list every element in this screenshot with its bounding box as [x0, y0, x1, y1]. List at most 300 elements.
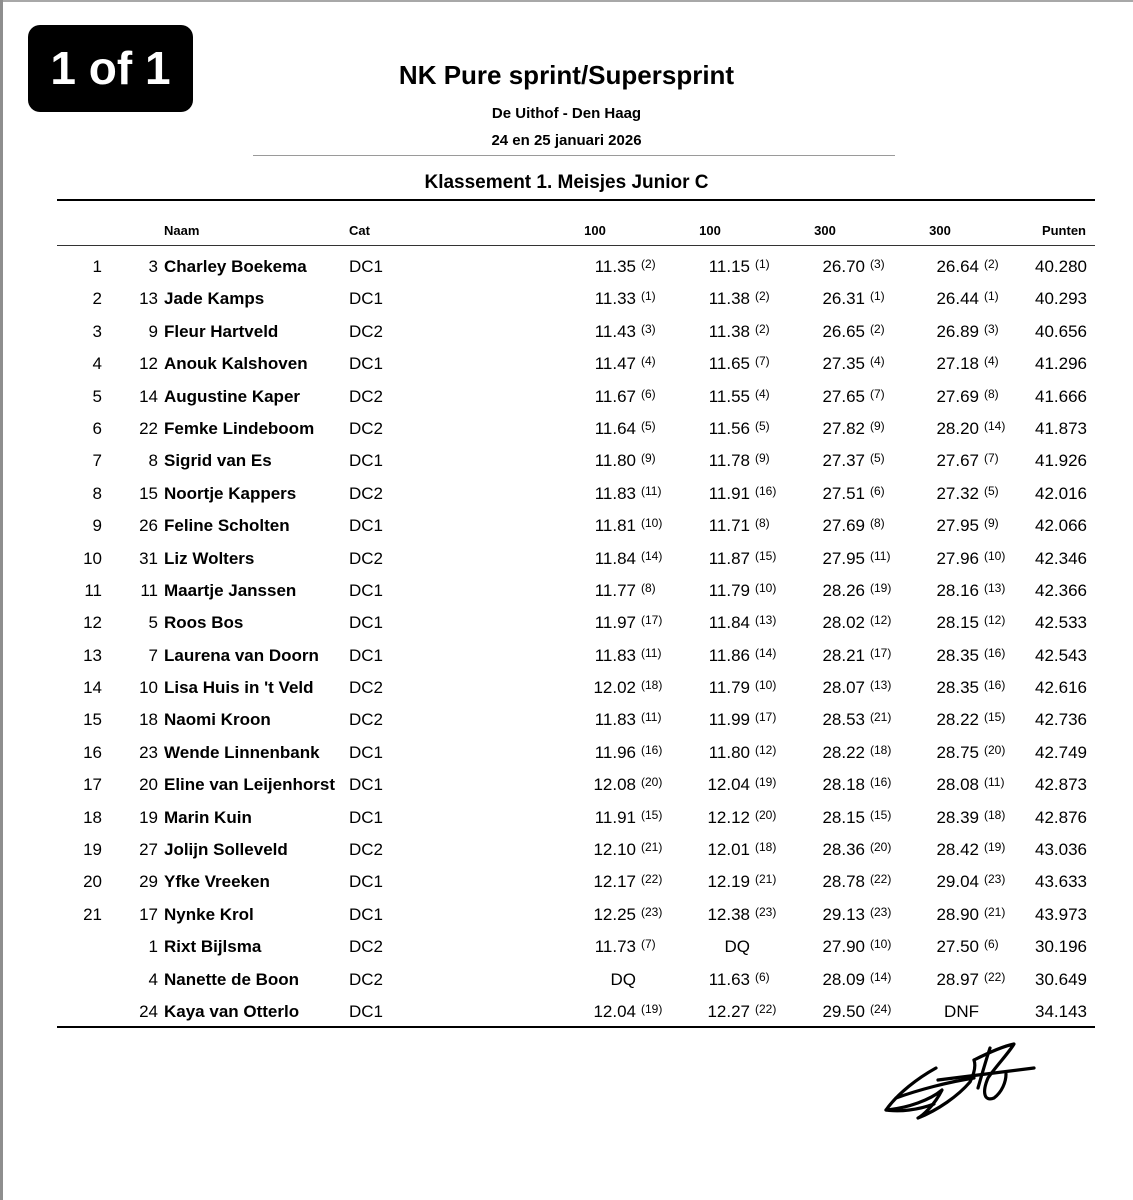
skater-name-cell: Wende Linnenbank — [164, 742, 320, 762]
place-300m-2-cell: (9) — [984, 516, 999, 531]
place-300m-2-cell: (21) — [984, 904, 1006, 919]
time-100m-1-cell: 11.91 — [594, 807, 636, 827]
time-100m-2-cell: 11.55 — [708, 386, 750, 406]
time-100m-2-cell: 11.86 — [708, 645, 750, 665]
category-cell: DC1 — [349, 807, 384, 827]
table-row — [0, 996, 1133, 1028]
time-100m-2-cell: 12.12 — [707, 807, 750, 827]
rank-cell: 16 — [83, 742, 102, 762]
time-100m-2-cell: 11.38 — [708, 321, 750, 341]
time-100m-1-cell: 11.47 — [594, 354, 636, 374]
place-100m-1-cell: (16) — [641, 742, 663, 757]
time-300m-2-cell: 26.64 — [936, 257, 979, 276]
place-300m-2-cell: (20) — [984, 742, 1006, 757]
place-100m-1-cell: (11) — [641, 483, 662, 498]
place-100m-2-cell: (22) — [755, 1001, 777, 1016]
place-100m-1-cell: (10) — [641, 516, 663, 531]
points-cell: 42.366 — [1035, 580, 1087, 600]
place-300m-1-cell: (11) — [870, 548, 891, 563]
skater-name-cell: Sigrid van Es — [164, 451, 272, 471]
start-number-cell: 8 — [148, 451, 158, 471]
start-number-cell: 23 — [139, 742, 158, 762]
table-header-rule — [57, 245, 1095, 246]
table-row — [0, 283, 1133, 315]
place-300m-1-cell: (9) — [870, 418, 885, 433]
time-300m-2-cell: 28.39 — [936, 807, 979, 827]
place-100m-1-cell: (2) — [641, 257, 656, 271]
start-number-cell: 11 — [140, 580, 158, 600]
time-100m-1-cell: 11.81 — [594, 516, 636, 536]
time-100m-1-cell: 11.83 — [594, 645, 636, 665]
time-100m-2-cell: 11.65 — [708, 354, 750, 374]
table-top-rule — [57, 199, 1095, 201]
table-row — [0, 381, 1133, 413]
category-cell: DC1 — [349, 904, 384, 924]
place-300m-2-cell: (22) — [984, 969, 1006, 984]
time-300m-1-cell: 28.21 — [822, 645, 865, 665]
time-100m-2-cell: 11.80 — [708, 742, 750, 762]
table-row — [0, 348, 1133, 380]
skater-name-cell: Nanette de Boon — [164, 969, 300, 989]
place-100m-2-cell: (19) — [755, 775, 777, 790]
place-100m-1-cell: (17) — [641, 613, 663, 628]
points-cell: 41.666 — [1035, 386, 1087, 406]
place-300m-2-cell: (18) — [984, 807, 1006, 822]
start-number-cell: 29 — [139, 872, 158, 892]
place-100m-2-cell: (4) — [755, 386, 770, 401]
rank-cell: 3 — [92, 321, 102, 341]
category-cell: DC1 — [349, 872, 384, 892]
place-300m-1-cell: (1) — [870, 289, 885, 304]
place-100m-1-cell: (11) — [641, 645, 662, 660]
page-count-badge: 1 of 1 — [28, 25, 193, 112]
category-cell: DC1 — [349, 742, 384, 762]
rank-cell: 4 — [92, 354, 102, 374]
place-100m-2-cell: (10) — [755, 678, 777, 693]
place-100m-2-cell: (13) — [755, 613, 777, 628]
place-100m-2-cell: (21) — [755, 872, 777, 887]
rank-cell: 9 — [92, 516, 102, 536]
place-100m-2-cell: (6) — [755, 969, 770, 984]
rank-cell: 1 — [92, 257, 102, 276]
time-300m-1-cell: 27.35 — [822, 354, 865, 374]
table-row — [0, 413, 1133, 445]
skater-name-cell: Jolijn Solleveld — [164, 840, 288, 860]
time-300m-1-cell: 28.07 — [822, 678, 865, 698]
time-100m-2-cell: DQ — [724, 937, 750, 957]
time-100m-1-cell: 11.83 — [594, 710, 636, 730]
skater-name-cell: Fleur Hartveld — [164, 321, 279, 341]
time-300m-1-cell: 29.50 — [822, 1001, 865, 1021]
time-300m-2-cell: 27.95 — [936, 516, 979, 536]
category-cell: DC1 — [349, 1001, 384, 1021]
table-row — [0, 964, 1133, 996]
time-300m-1-cell: 28.78 — [822, 872, 865, 892]
time-300m-2-cell: 28.97 — [936, 969, 979, 989]
skater-name-cell: Femke Lindeboom — [164, 418, 315, 438]
time-100m-2-cell: 11.84 — [708, 613, 750, 633]
start-number-cell: 4 — [148, 969, 158, 989]
skater-name-cell: Eline van Leijenhorst — [164, 775, 335, 795]
place-300m-1-cell: (17) — [870, 645, 892, 660]
time-300m-2-cell: 28.08 — [936, 775, 979, 795]
table-row — [0, 575, 1133, 607]
time-100m-1-cell: 11.77 — [594, 580, 636, 600]
place-300m-1-cell: (6) — [870, 483, 885, 498]
rank-cell: 17 — [83, 775, 102, 795]
points-cell: 42.876 — [1035, 807, 1087, 827]
points-cell: 42.533 — [1035, 613, 1087, 633]
start-number-cell: 14 — [139, 386, 158, 406]
time-300m-2-cell: 28.75 — [936, 742, 979, 762]
time-300m-2-cell: 26.89 — [936, 321, 979, 341]
place-300m-2-cell: (3) — [984, 321, 999, 336]
place-300m-2-cell: (14) — [984, 418, 1006, 433]
time-100m-2-cell: 11.91 — [708, 483, 750, 503]
place-100m-2-cell: (17) — [755, 710, 777, 725]
place-300m-1-cell: (15) — [870, 807, 892, 822]
points-cell: 42.066 — [1035, 516, 1087, 536]
time-300m-2-cell: 28.35 — [936, 678, 979, 698]
place-100m-2-cell: (7) — [755, 354, 770, 369]
points-cell: 42.873 — [1035, 775, 1087, 795]
column-header-distance-4: 300 — [929, 223, 951, 238]
rank-cell: 15 — [83, 710, 102, 730]
time-300m-2-cell: 28.35 — [936, 645, 979, 665]
skater-name-cell: Noortje Kappers — [164, 483, 297, 503]
place-300m-1-cell: (10) — [870, 937, 892, 952]
place-300m-2-cell: (15) — [984, 710, 1006, 725]
rank-cell: 19 — [83, 840, 102, 860]
time-100m-1-cell: 12.08 — [593, 775, 636, 795]
place-100m-2-cell: (18) — [755, 840, 777, 855]
table-row — [0, 834, 1133, 866]
time-300m-2-cell: 27.32 — [936, 483, 979, 503]
start-number-cell: 31 — [139, 548, 158, 568]
table-row — [0, 316, 1133, 348]
time-100m-2-cell: 12.01 — [707, 840, 750, 860]
skater-name-cell: Naomi Kroon — [164, 710, 271, 730]
skater-name-cell: Feline Scholten — [164, 516, 290, 536]
time-300m-1-cell: 28.26 — [822, 580, 865, 600]
column-header-distance-3: 300 — [814, 223, 836, 238]
table-row — [0, 478, 1133, 510]
time-100m-2-cell: 11.63 — [708, 969, 750, 989]
place-100m-2-cell: (2) — [755, 289, 770, 304]
time-300m-1-cell: 27.37 — [822, 451, 865, 471]
skater-name-cell: Augustine Kaper — [164, 386, 301, 406]
skater-name-cell: Anouk Kalshoven — [164, 354, 308, 374]
place-300m-2-cell: (8) — [984, 386, 999, 401]
table-row — [0, 251, 1133, 283]
category-cell: DC2 — [349, 710, 384, 730]
start-number-cell: 18 — [139, 710, 158, 730]
time-100m-1-cell: 12.17 — [593, 872, 636, 892]
time-100m-2-cell: 11.99 — [708, 710, 750, 730]
start-number-cell: 7 — [148, 645, 158, 665]
place-300m-1-cell: (12) — [870, 613, 892, 628]
place-100m-1-cell: (7) — [641, 937, 656, 952]
place-300m-2-cell: (13) — [984, 580, 1006, 595]
column-header-distance-2: 100 — [699, 223, 721, 238]
page-border-top — [0, 0, 1133, 2]
rank-cell: 10 — [83, 548, 102, 568]
table-row — [0, 931, 1133, 963]
time-300m-2-cell: 27.18 — [936, 354, 979, 374]
points-cell: 42.616 — [1035, 678, 1087, 698]
place-300m-1-cell: (18) — [870, 742, 892, 757]
rank-cell: 2 — [92, 289, 102, 309]
category-cell: DC1 — [349, 354, 384, 374]
time-300m-2-cell: 27.50 — [936, 937, 979, 957]
place-300m-2-cell: (7) — [984, 451, 999, 466]
place-100m-1-cell: (9) — [641, 451, 656, 466]
start-number-cell: 27 — [139, 840, 158, 860]
place-300m-1-cell: (16) — [870, 775, 892, 790]
points-cell: 30.196 — [1035, 937, 1087, 957]
rank-cell: 7 — [92, 451, 102, 471]
place-100m-2-cell: (8) — [755, 516, 770, 531]
rank-cell: 14 — [83, 678, 102, 698]
column-header-cat: Cat — [349, 223, 370, 238]
place-100m-1-cell: (19) — [641, 1001, 663, 1016]
place-100m-2-cell: (10) — [755, 580, 777, 595]
skater-name-cell: Maartje Janssen — [164, 580, 297, 600]
start-number-cell: 1 — [148, 937, 158, 957]
start-number-cell: 13 — [139, 289, 158, 309]
page-title: NK Pure sprint/Supersprint — [398, 60, 735, 90]
event-dates: 24 en 25 januari 2026 — [491, 132, 642, 149]
skater-name-cell: Liz Wolters — [164, 548, 255, 568]
rank-cell: 11 — [84, 580, 102, 600]
time-300m-2-cell: 28.42 — [936, 840, 979, 860]
start-number-cell: 15 — [139, 483, 158, 503]
time-100m-2-cell: 12.04 — [707, 775, 750, 795]
place-300m-2-cell: (19) — [984, 840, 1006, 855]
time-300m-2-cell: 28.22 — [936, 710, 979, 730]
rank-cell: 5 — [92, 386, 102, 406]
category-cell: DC2 — [349, 418, 384, 438]
skater-name-cell: Marin Kuin — [164, 807, 252, 827]
place-100m-1-cell: (1) — [641, 289, 656, 304]
start-number-cell: 19 — [139, 807, 158, 827]
place-100m-2-cell: (14) — [755, 645, 777, 660]
start-number-cell: 17 — [139, 904, 158, 924]
time-300m-2-cell: 26.44 — [936, 289, 979, 309]
place-300m-1-cell: (24) — [870, 1001, 892, 1016]
place-100m-2-cell: (16) — [755, 483, 777, 498]
column-header-naam: Naam — [164, 223, 200, 238]
place-300m-1-cell: (2) — [870, 321, 885, 336]
table-header — [0, 223, 1133, 241]
time-100m-2-cell: 11.15 — [708, 257, 750, 276]
points-cell: 43.036 — [1035, 840, 1087, 860]
category-cell: DC2 — [349, 321, 384, 341]
place-100m-2-cell: (20) — [755, 807, 777, 822]
rank-cell: 13 — [83, 645, 102, 665]
points-cell: 42.016 — [1035, 483, 1087, 503]
time-300m-1-cell: 29.13 — [822, 904, 865, 924]
rank-cell: 12 — [83, 613, 102, 633]
points-cell: 42.749 — [1035, 742, 1087, 762]
table-row — [0, 640, 1133, 672]
skater-name-cell: Yfke Vreeken — [164, 872, 270, 892]
place-100m-2-cell: (9) — [755, 451, 770, 466]
place-100m-1-cell: (18) — [641, 678, 663, 693]
category-cell: DC2 — [349, 840, 384, 860]
points-cell: 42.736 — [1035, 710, 1087, 730]
time-100m-2-cell: 11.79 — [708, 580, 750, 600]
points-cell: 40.293 — [1035, 289, 1087, 309]
time-300m-1-cell: 26.31 — [822, 289, 865, 309]
place-300m-2-cell: (2) — [984, 257, 999, 271]
category-cell: DC1 — [349, 451, 384, 471]
skater-name-cell: Charley Boekema — [164, 257, 307, 276]
time-100m-1-cell: 11.83 — [594, 483, 636, 503]
time-300m-1-cell: 26.65 — [822, 321, 865, 341]
time-100m-2-cell: 11.71 — [708, 516, 750, 536]
rank-cell: 6 — [92, 418, 102, 438]
place-300m-1-cell: (8) — [870, 516, 885, 531]
time-100m-1-cell: 11.97 — [594, 613, 636, 633]
place-300m-2-cell: (23) — [984, 872, 1006, 887]
skater-name-cell: Laurena van Doorn — [164, 645, 319, 665]
time-100m-2-cell: 11.87 — [708, 548, 750, 568]
time-100m-1-cell: 11.84 — [594, 548, 636, 568]
time-100m-1-cell: 11.80 — [594, 451, 636, 471]
points-cell: 41.873 — [1035, 418, 1087, 438]
time-300m-2-cell: 27.67 — [936, 451, 979, 471]
place-100m-1-cell: (6) — [641, 386, 656, 401]
start-number-cell: 24 — [139, 1001, 158, 1021]
points-cell: 42.346 — [1035, 548, 1087, 568]
time-300m-2-cell: 29.04 — [936, 872, 979, 892]
place-100m-2-cell: (12) — [755, 742, 777, 757]
skater-name-cell: Lisa Huis in 't Veld — [164, 678, 314, 698]
start-number-cell: 10 — [139, 678, 158, 698]
time-100m-2-cell: 11.79 — [708, 678, 750, 698]
category-cell: DC1 — [349, 580, 384, 600]
time-300m-2-cell: 28.90 — [936, 904, 979, 924]
table-bottom-rule — [57, 1026, 1095, 1028]
place-300m-1-cell: (22) — [870, 872, 892, 887]
place-100m-1-cell: (8) — [641, 580, 656, 595]
time-300m-1-cell: 27.82 — [822, 418, 865, 438]
time-300m-2-cell: 27.69 — [936, 386, 979, 406]
table-row — [0, 543, 1133, 575]
time-100m-1-cell: 12.04 — [593, 1001, 636, 1021]
place-100m-2-cell: (1) — [755, 257, 770, 271]
time-300m-1-cell: 28.18 — [822, 775, 865, 795]
time-100m-1-cell: DQ — [610, 969, 636, 989]
points-cell: 43.633 — [1035, 872, 1087, 892]
place-300m-1-cell: (23) — [870, 904, 892, 919]
place-100m-1-cell: (22) — [641, 872, 663, 887]
time-100m-2-cell: 11.56 — [708, 418, 750, 438]
start-number-cell: 5 — [148, 613, 158, 633]
rank-cell: 8 — [92, 483, 102, 503]
place-300m-2-cell: (16) — [984, 645, 1006, 660]
time-300m-2-cell: DNF — [944, 1001, 979, 1021]
column-header-punten: Punten — [1041, 223, 1086, 238]
place-300m-1-cell: (3) — [870, 257, 885, 271]
category-cell: DC1 — [349, 516, 384, 536]
table-row — [0, 737, 1133, 769]
category-cell: DC1 — [349, 257, 384, 276]
points-cell: 41.296 — [1035, 354, 1087, 374]
time-300m-1-cell: 27.65 — [822, 386, 865, 406]
table-row — [0, 899, 1133, 931]
skater-name-cell: Jade Kamps — [164, 289, 265, 309]
time-100m-1-cell: 12.25 — [593, 904, 636, 924]
header-divider — [253, 155, 895, 156]
category-cell: DC2 — [349, 678, 384, 698]
time-100m-1-cell: 12.10 — [593, 840, 636, 860]
rank-cell: 21 — [83, 904, 102, 924]
rank-cell: 20 — [83, 872, 102, 892]
category-cell: DC2 — [349, 483, 384, 503]
place-100m-1-cell: (5) — [641, 418, 656, 433]
place-100m-1-cell: (15) — [641, 807, 663, 822]
points-cell: 34.143 — [1035, 1001, 1087, 1021]
skater-name-cell: Rixt Bijlsma — [164, 937, 262, 957]
category-cell: DC2 — [349, 386, 384, 406]
place-100m-2-cell: (5) — [755, 418, 770, 433]
place-300m-1-cell: (5) — [870, 451, 885, 466]
signature — [878, 1038, 1048, 1123]
skater-name-cell: Nynke Krol — [164, 904, 254, 924]
category-cell: DC2 — [349, 969, 384, 989]
start-number-cell: 3 — [148, 257, 158, 276]
time-300m-1-cell: 26.70 — [822, 257, 865, 276]
start-number-cell: 9 — [148, 321, 158, 341]
time-100m-2-cell: 11.38 — [708, 289, 750, 309]
time-100m-1-cell: 11.33 — [594, 289, 636, 309]
skater-name-cell: Roos Bos — [164, 613, 244, 633]
place-300m-1-cell: (14) — [870, 969, 892, 984]
time-300m-1-cell: 27.69 — [822, 516, 865, 536]
points-cell: 41.926 — [1035, 451, 1087, 471]
column-header-distance-1: 100 — [584, 223, 606, 238]
time-100m-1-cell: 11.43 — [594, 321, 636, 341]
time-300m-1-cell: 28.09 — [822, 969, 865, 989]
time-100m-1-cell: 11.64 — [594, 418, 636, 438]
time-300m-1-cell: 27.95 — [822, 548, 865, 568]
time-300m-1-cell: 27.51 — [822, 483, 865, 503]
place-300m-2-cell: (1) — [984, 289, 999, 304]
place-300m-2-cell: (11) — [984, 775, 1005, 790]
start-number-cell: 22 — [139, 418, 158, 438]
category-cell: DC2 — [349, 937, 384, 957]
venue: De Uithof - Den Haag — [491, 105, 642, 122]
time-300m-2-cell: 28.15 — [936, 613, 979, 633]
time-100m-2-cell: 12.27 — [707, 1001, 750, 1021]
place-100m-1-cell: (3) — [641, 321, 656, 336]
place-300m-1-cell: (21) — [870, 710, 892, 725]
time-300m-1-cell: 28.36 — [822, 840, 865, 860]
points-cell: 30.649 — [1035, 969, 1087, 989]
place-300m-2-cell: (6) — [984, 937, 999, 952]
place-300m-1-cell: (20) — [870, 840, 892, 855]
time-300m-2-cell: 27.96 — [936, 548, 979, 568]
time-100m-2-cell: 12.19 — [707, 872, 750, 892]
time-300m-1-cell: 27.90 — [822, 937, 865, 957]
place-300m-1-cell: (4) — [870, 354, 885, 369]
place-300m-2-cell: (12) — [984, 613, 1006, 628]
table-row — [0, 802, 1133, 834]
time-100m-1-cell: 11.35 — [594, 257, 636, 276]
place-100m-2-cell: (23) — [755, 904, 777, 919]
